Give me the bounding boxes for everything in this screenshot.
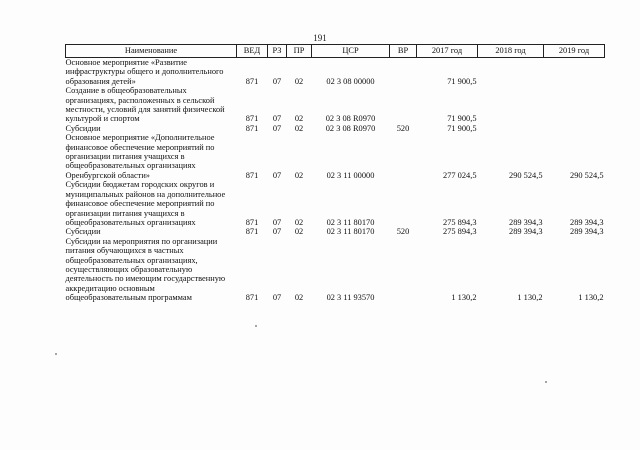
row-csr: 02 3 11 93570	[326, 293, 375, 303]
table-row	[66, 227, 605, 236]
row-2019	[544, 124, 605, 133]
table-row	[66, 86, 605, 124]
scan-speck	[255, 325, 257, 327]
header-pr: ПР	[287, 45, 312, 58]
row-vr	[390, 237, 417, 303]
row-ved: 871	[245, 114, 259, 124]
row-2017: 275 894,3	[443, 217, 477, 227]
header-vr: ВР	[390, 45, 417, 58]
row-ved: 871	[245, 293, 259, 303]
row-2018: 1 130,2	[517, 293, 543, 303]
row-csr: 02 3 08 00000	[326, 76, 375, 86]
header-ved: ВЕД	[237, 45, 268, 58]
row-2017: 277 024,5	[443, 170, 477, 180]
header-csr: ЦСР	[312, 45, 390, 58]
row-2017: 275 894,3	[443, 227, 477, 237]
row-rz: 07	[272, 293, 282, 303]
row-name: Основное мероприятие «Развитие инфраструктуры общего и дополнительного образования детей»	[65, 58, 224, 86]
scan-speck	[55, 353, 57, 355]
header-name: Наименование	[66, 45, 237, 58]
row-ved: 871	[245, 217, 259, 227]
row-vr: 520	[396, 123, 410, 133]
row-vr	[390, 58, 417, 87]
row-pr: 02	[294, 114, 304, 124]
table-row	[66, 133, 605, 180]
row-rz: 07	[272, 76, 282, 86]
row-name: Основное мероприятие «Дополнительное финансовое обеспечение мероприятий по организации питания учащихся в общеобразовательных организациях Оренбургской области»	[65, 133, 215, 180]
row-csr: 02 3 11 80170	[326, 217, 375, 227]
row-name: Субсидии	[65, 123, 101, 133]
row-csr: 02 3 11 80170	[326, 227, 375, 237]
row-pr: 02	[294, 123, 304, 133]
row-2017: 1 130,2	[451, 293, 477, 303]
row-vr	[390, 133, 417, 180]
row-2018: 290 524,5	[509, 170, 543, 180]
row-2017: 71 900,5	[447, 114, 477, 124]
table-row	[66, 124, 605, 133]
row-pr: 02	[294, 293, 304, 303]
header-rz: РЗ	[268, 45, 287, 58]
row-name: Субсидии на мероприятия по организации питания обучающихся в частных общеобразовательных организациях, осуществляющих образовательную деятельность по имеющим государственную аккредитацию основным общеобразовательным программам	[65, 236, 226, 303]
row-csr: 02 3 08 R0970	[325, 114, 376, 124]
row-rz: 07	[272, 217, 282, 227]
row-pr: 02	[294, 217, 304, 227]
scan-speck	[545, 381, 547, 383]
row-2018: 289 394,3	[509, 227, 543, 237]
row-rz: 07	[272, 114, 282, 124]
table-row	[66, 180, 605, 227]
row-name: Создание в общеобразовательных организациях, расположенных в сельской местности, условий для занятий физической культурой и спортом	[65, 86, 225, 124]
row-ved: 871	[245, 123, 259, 133]
row-2018: 289 394,3	[509, 217, 543, 227]
budget-table	[65, 44, 605, 303]
row-ved: 871	[245, 76, 259, 86]
header-2019: 2019 год	[544, 45, 605, 58]
row-ved: 871	[245, 227, 259, 237]
table-header	[66, 45, 605, 58]
row-2019: 1 130,2	[578, 293, 604, 303]
row-name: Субсидии	[65, 227, 101, 237]
row-2018	[478, 124, 544, 133]
row-2019: 290 524,5	[570, 170, 604, 180]
row-pr: 02	[294, 76, 304, 86]
row-rz: 07	[272, 123, 282, 133]
row-csr: 02 3 11 00000	[326, 170, 375, 180]
row-vr	[390, 180, 417, 227]
page-number: 191	[313, 33, 327, 43]
row-pr: 02	[294, 170, 304, 180]
row-2017: 71 900,5	[447, 123, 477, 133]
row-pr: 02	[294, 227, 304, 237]
table-row	[66, 58, 605, 87]
row-name: Субсидии бюджетам городских округов и муниципальных районов на дополнительное финансовое обеспечение мероприятий по организации питания учащихся в общеобразовательных организациях	[65, 180, 226, 227]
row-2019: 289 394,3	[570, 227, 604, 237]
row-2019: 289 394,3	[570, 217, 604, 227]
row-2018	[478, 86, 544, 124]
table-body	[66, 58, 605, 303]
row-2019	[544, 86, 605, 124]
row-2017: 71 900,5	[447, 76, 477, 86]
header-2017: 2017 год	[417, 45, 478, 58]
row-rz: 07	[272, 170, 282, 180]
row-2019	[544, 58, 605, 87]
row-rz: 07	[272, 227, 282, 237]
row-2018	[478, 58, 544, 87]
header-2018: 2018 год	[478, 45, 544, 58]
row-ved: 871	[245, 170, 259, 180]
row-csr: 02 3 08 R0970	[325, 123, 376, 133]
row-vr: 520	[396, 227, 410, 237]
table-row	[66, 237, 605, 303]
row-vr	[390, 86, 417, 124]
